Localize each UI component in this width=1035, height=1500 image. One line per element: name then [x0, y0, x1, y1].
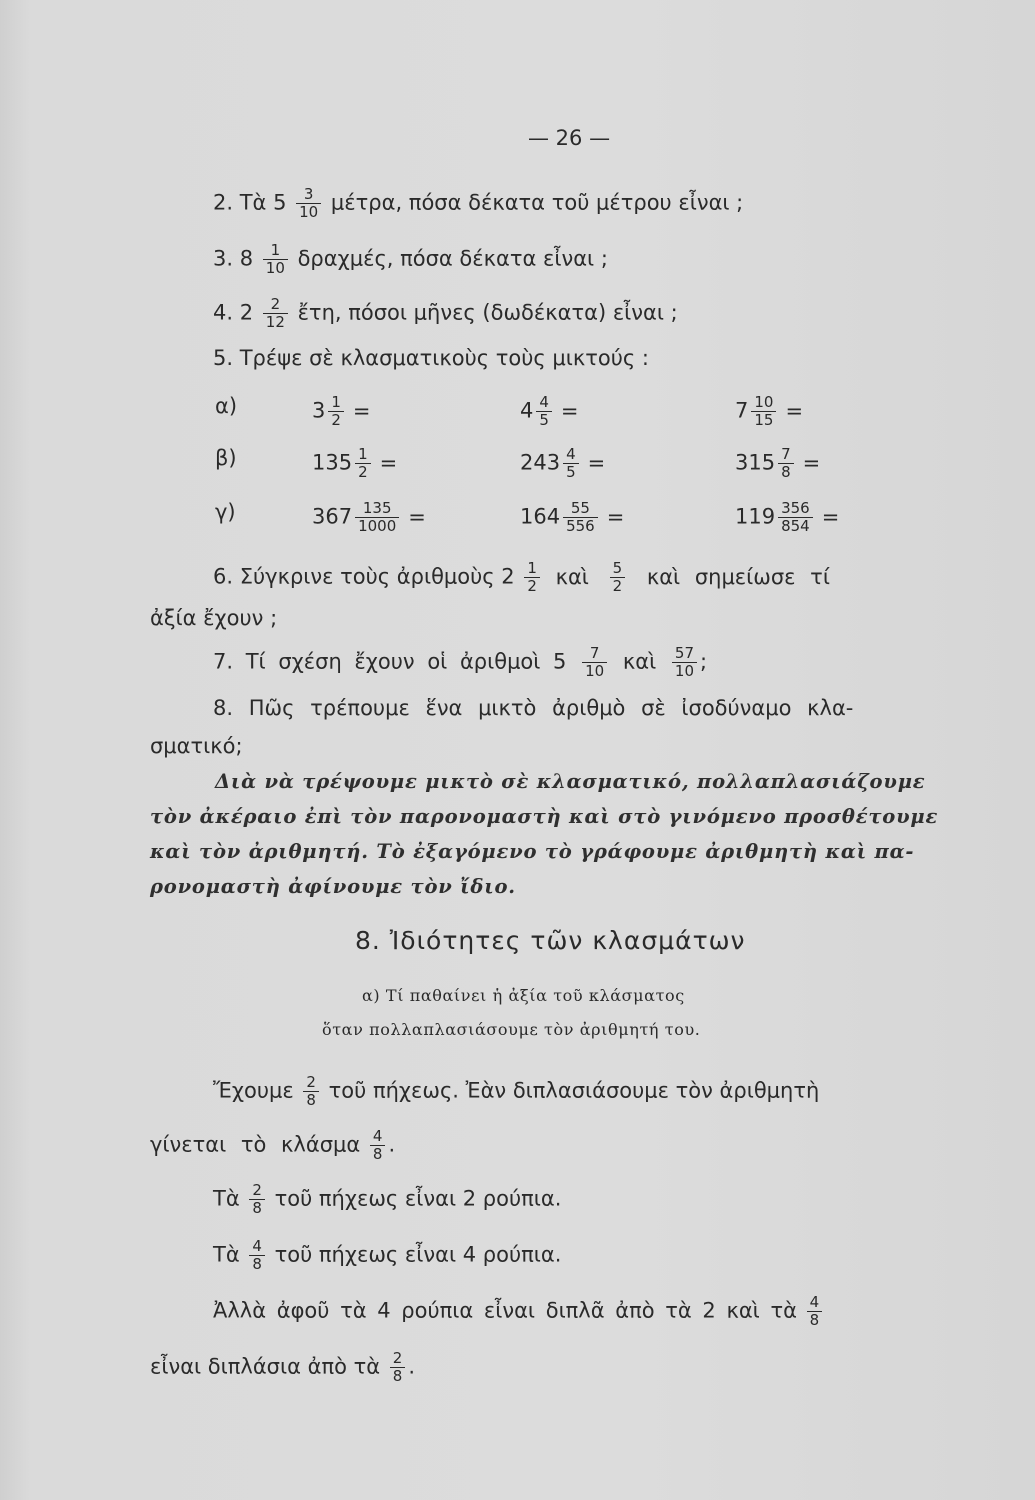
- page-number: — 26 —: [528, 126, 611, 150]
- fraction: $\frac{1}{10}$: [263, 242, 288, 277]
- fraction: $\frac{4}{8}$: [807, 1294, 823, 1329]
- question-3: 3. 8 $\frac{1}{10}$ δραχμές, πόσα δέκατα εἶναι ;: [213, 241, 608, 277]
- mixed-number: 7 $\frac{10}{15}$ =: [735, 393, 804, 429]
- fraction: $\frac{2}{8}$: [390, 1350, 406, 1385]
- fraction: $\frac{7}{10}$: [582, 645, 607, 680]
- fraction: $\frac{10}{15}$: [751, 394, 776, 429]
- subsection-line-2: ὅταν πολλαπλασιάσουμε τὸν ἀριθμητή του.: [322, 1020, 701, 1039]
- question-6: 6. Σύγκρινε τοὺς ἀριθμοὺς 2 $\frac{1}{2}$ καὶ $\frac{5}{2}$ καὶ σημείωσε τί: [213, 559, 830, 595]
- fraction: $\frac{7}{8}$: [778, 446, 794, 481]
- paragraph-4: Ἀλλὰ ἀφοῦ τὰ 4 ρούπια εἶναι διπλᾶ ἀπὸ τὰ 2 καὶ τὰ $\frac{4}{8}$: [213, 1294, 825, 1329]
- fraction: $\frac{2}{12}$: [263, 296, 288, 331]
- fraction: $\frac{55}{556}$: [563, 500, 598, 535]
- fraction: $\frac{356}{854}$: [778, 500, 813, 535]
- mixed-number: 119 $\frac{356}{854}$ =: [735, 499, 840, 535]
- rule-line-1: Διὰ νὰ τρέψουμε μικτὸ σὲ κλασματικό, πολλαπλασιάζουμε: [215, 770, 926, 793]
- section-title: 8. Ἰδιότητες τῶν κλασμάτων: [355, 926, 746, 955]
- row-label: α): [215, 394, 238, 418]
- fraction: $\frac{3}{10}$: [296, 186, 321, 221]
- paragraph-3: Τὰ $\frac{4}{8}$ τοῦ πήχεως εἶναι 4 ρούπια.: [213, 1237, 562, 1273]
- question-2: 2. Τὰ 5 $\frac{3}{10}$ μέτρα, πόσα δέκατα τοῦ μέτρου εἶναι ;: [213, 185, 744, 221]
- question-8-line2: σματικό;: [150, 734, 243, 758]
- mixed-number: 367 $\frac{135}{1000}$ =: [312, 499, 426, 535]
- mixed-number: 243 $\frac{4}{5}$ =: [520, 445, 606, 481]
- fraction: $\frac{2}{8}$: [303, 1074, 319, 1109]
- question-7: 7. Τί σχέση ἔχουν οἱ ἀριθμοὶ 5 $\frac{7}{10}$ καὶ $\frac{57}{10}$ ;: [213, 644, 708, 680]
- fraction: $\frac{57}{10}$: [672, 645, 697, 680]
- paragraph-4-line2: εἶναι διπλάσια ἀπὸ τὰ $\frac{2}{8}$ .: [150, 1349, 416, 1385]
- row-label: γ): [215, 500, 236, 524]
- mixed-number: 315 $\frac{7}{8}$ =: [735, 445, 821, 481]
- fraction: $\frac{135}{1000}$: [355, 500, 399, 535]
- rule-line-3: καὶ τὸν ἀριθμητή. Τὸ ἐξαγόμενο τὸ γράφουμε ἀριθμητὴ καὶ πα-: [150, 840, 915, 863]
- mixed-number: 4 $\frac{4}{5}$ =: [520, 393, 579, 429]
- fraction: $\frac{4}{8}$: [370, 1128, 386, 1163]
- fraction: $\frac{2}{8}$: [249, 1182, 265, 1217]
- fraction: $\frac{5}{2}$: [610, 560, 626, 595]
- subsection-line-1: α) Τί παθαίνει ἡ ἀξία τοῦ κλάσματος: [362, 986, 685, 1005]
- paragraph-2: Τὰ $\frac{2}{8}$ τοῦ πήχεως εἶναι 2 ρούπια.: [213, 1181, 562, 1217]
- fraction: $\frac{1}{2}$: [328, 394, 344, 429]
- question-6-line2: ἀξία ἔχουν ;: [150, 606, 278, 630]
- rule-line-4: ρονομαστὴ ἀφίνουμε τὸν ἴδιο.: [150, 875, 516, 898]
- fraction: $\frac{1}{2}$: [524, 560, 540, 595]
- fraction: $\frac{4}{5}$: [563, 446, 579, 481]
- fraction: $\frac{1}{2}$: [355, 446, 371, 481]
- fraction: $\frac{4}{5}$: [536, 394, 552, 429]
- paragraph-1-line2: γίνεται τὸ κλάσμα $\frac{4}{8}$ .: [150, 1127, 396, 1163]
- mixed-number: 135 $\frac{1}{2}$ =: [312, 445, 398, 481]
- row-label: β): [215, 446, 237, 470]
- question-5: 5. Τρέψε σὲ κλασματικοὺς τοὺς μικτούς :: [213, 346, 649, 370]
- rule-line-2: τὸν ἀκέραιο ἐπὶ τὸν παρονομαστὴ καὶ στὸ γινόμενο προσθέτουμε: [150, 805, 939, 828]
- question-4: 4. 2 $\frac{2}{12}$ ἔτη, πόσοι μῆνες (δωδέκατα) εἶναι ;: [213, 295, 678, 331]
- mixed-number: 164 $\frac{55}{556}$ =: [520, 499, 625, 535]
- paragraph-1: Ἔχουμε $\frac{2}{8}$ τοῦ πήχεως. Ἐὰν διπλασιάσουμε τὸν ἀριθμητὴ: [213, 1073, 820, 1109]
- question-8: 8. Πῶς τρέπουμε ἕνα μικτὸ ἀριθμὸ σὲ ἰσοδύναμο κλα-: [213, 696, 854, 720]
- mixed-number: 3 $\frac{1}{2}$ =: [312, 393, 371, 429]
- fraction: $\frac{4}{8}$: [249, 1238, 265, 1273]
